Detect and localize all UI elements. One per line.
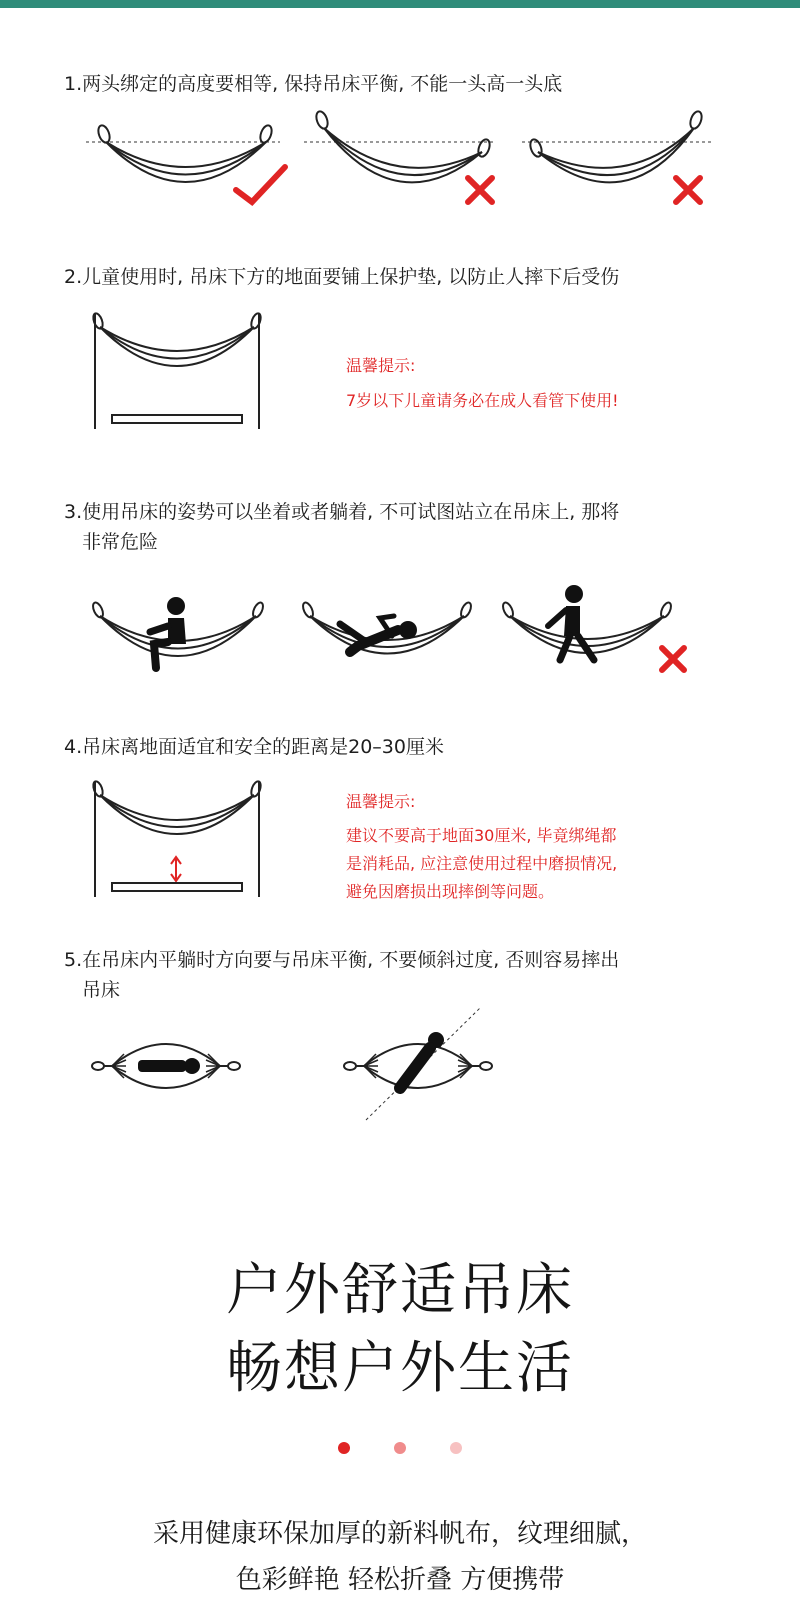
step4-heading: 4.吊床离地面适宜和安全的距离是20–30厘米 <box>64 736 444 758</box>
hammock-topview-diagonal-illustration <box>340 1004 520 1126</box>
step4-tip-line2: 是消耗品, 应注意使用过程中磨损情况, <box>346 854 618 873</box>
carousel-dot-2 <box>394 1442 406 1454</box>
check-icon <box>236 167 285 202</box>
bottom-text-line2: 色彩鲜艳 轻松折叠 方便携带 <box>235 1565 565 1595</box>
hammock-level-illustration <box>80 112 300 212</box>
step4-tip-title: 温馨提示: <box>346 792 416 811</box>
hammock-topview-straight-illustration <box>88 1024 258 1114</box>
step3-heading-line1: 3.使用吊床的姿势可以坐着或者躺着, 不可试图站立在吊床上, 那将 <box>64 501 620 523</box>
hammock-standing-illustration <box>494 580 694 680</box>
step4-tip-line1: 建议不要高于地面30厘米, 毕竟绑绳都 <box>346 826 617 845</box>
step2-heading: 2.儿童使用时, 吊床下方的地面要铺上保护垫, 以防止人摔下后受伤 <box>64 266 620 288</box>
hammock-uneven-right-high-illustration <box>516 108 736 212</box>
cross-icon <box>676 178 700 202</box>
hammock-uneven-left-high-illustration <box>298 108 518 212</box>
step2-tip-body: 7岁以下儿童请务必在成人看管下使用! <box>346 391 619 410</box>
step5-heading-line1: 5.在吊床内平躺时方向要与吊床平衡, 不要倾斜过度, 否则容易摔出 <box>64 949 620 971</box>
slogan-line2: 畅想户外生活 <box>226 1336 574 1401</box>
step3-heading-line2: 非常危险 <box>82 531 159 553</box>
bottom-text-line1: 采用健康环保加厚的新料帆布，纹理细腻， <box>152 1519 647 1549</box>
top-accent-bar <box>0 0 800 8</box>
step1-heading: 1.两头绑定的高度要相等, 保持吊床平衡, 不能一头高一头底 <box>64 73 563 95</box>
carousel-dot-3 <box>450 1442 462 1454</box>
step4-tip-line3: 避免因磨损出现摔倒等问题。 <box>346 882 555 901</box>
hammock-lying-illustration <box>296 596 476 686</box>
cross-icon <box>662 648 684 670</box>
cross-icon <box>468 178 492 202</box>
hammock-sitting-illustration <box>88 596 268 686</box>
hammock-with-mat-illustration <box>88 305 278 435</box>
step2-tip-title: 温馨提示: <box>346 356 416 375</box>
arrow-updown-icon <box>171 857 181 881</box>
carousel-dot-1 <box>338 1442 350 1454</box>
hammock-height-illustration <box>88 775 278 905</box>
step5-heading-line2: 吊床 <box>82 979 121 1001</box>
slogan-line1: 户外舒适吊床 <box>226 1258 574 1323</box>
